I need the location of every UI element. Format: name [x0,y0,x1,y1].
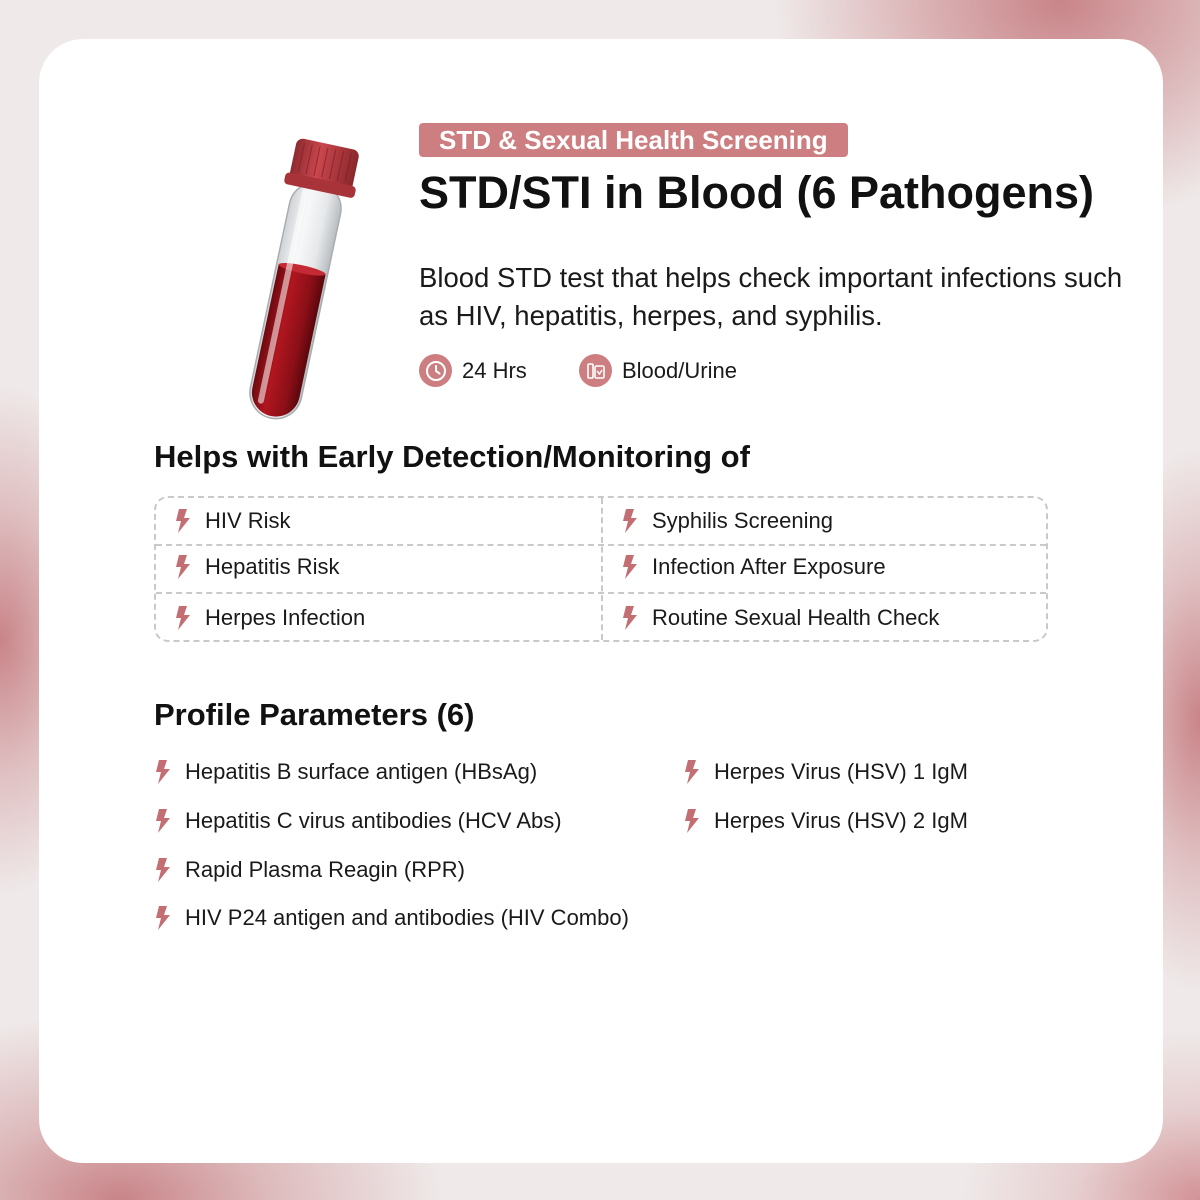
parameter-item-label: Herpes Virus (HSV) 1 IgM [714,759,968,784]
clock-icon [419,354,452,387]
detection-item [174,508,291,534]
test-description: Blood STD test that helps check important infections such as HIV, hepatitis, herpes, and syphilis. [419,262,1123,331]
parameter-item [154,759,537,785]
sample-container-icon [579,354,612,387]
bolt-icon [683,809,700,833]
parameter-item [154,808,562,834]
grid-divider [156,544,1046,546]
grid-divider [601,498,603,640]
grid-divider [156,592,1046,594]
page-title: STD/STI in Blood (6 Pathogens) [419,167,1094,218]
parameter-item-label: Hepatitis B surface antigen (HBsAg) [185,759,538,784]
parameter-item-label: Herpes Virus (HSV) 2 IgM [714,808,968,833]
turnaround-time [419,354,527,387]
parameters-heading: Profile Parameters (6) [154,697,475,732]
bolt-icon [154,858,171,882]
detection-item-label: Herpes Infection [205,605,366,630]
detection-item-label: Routine Sexual Health Check [652,605,940,630]
bolt-icon [154,906,171,930]
detection-grid [154,496,1048,642]
sample-type [579,354,737,387]
parameter-item [683,808,968,834]
bolt-icon [154,760,171,784]
sample-type-label: Blood/Urine [622,357,737,383]
bolt-icon [621,509,638,533]
parameter-item-label: HIV P24 antigen and antibodies (HIV Combo) [185,905,629,930]
detection-item [174,605,365,631]
parameter-item-label: Rapid Plasma Reagin (RPR) [185,857,465,882]
detection-item-label: Infection After Exposure [652,554,886,579]
parameter-item [154,905,629,931]
detection-item-label: Syphilis Screening [652,508,833,533]
detection-item-label: HIV Risk [205,508,291,533]
detection-item [174,554,339,580]
bolt-icon [154,809,171,833]
detection-item [621,554,886,580]
parameter-item [154,857,465,883]
bolt-icon [621,606,638,630]
detection-item-label: Hepatitis Risk [205,554,340,579]
detection-item [621,508,833,534]
detection-heading: Helps with Early Detection/Monitoring of [154,439,750,474]
bolt-icon [174,555,191,579]
bolt-icon [174,606,191,630]
detection-item [621,605,939,631]
turnaround-time-label: 24 Hrs [462,357,527,383]
blood-tube-image [189,119,409,449]
bolt-icon [621,555,638,579]
bolt-icon [683,760,700,784]
test-card [39,39,1163,1163]
category-badge: STD & Sexual Health Screening [419,123,848,157]
parameter-item [683,759,968,785]
bolt-icon [174,509,191,533]
parameter-item-label: Hepatitis C virus antibodies (HCV Abs) [185,808,562,833]
